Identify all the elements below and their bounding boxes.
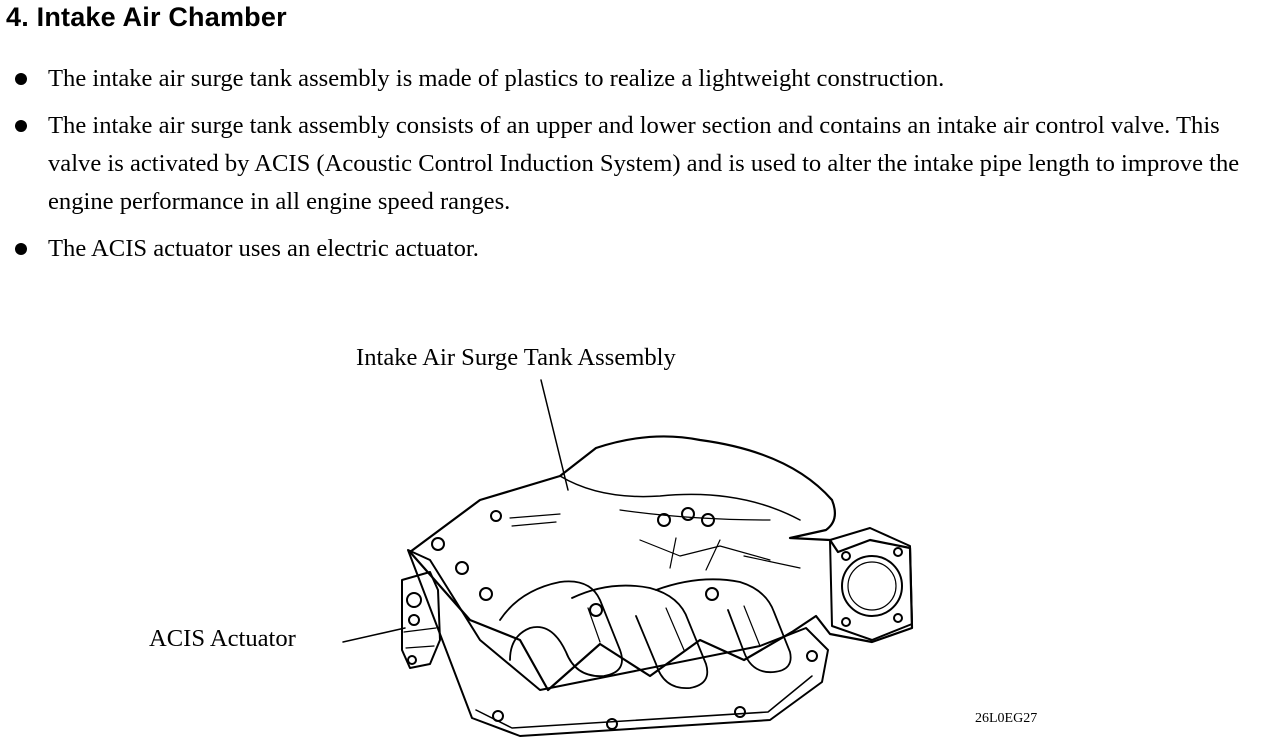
leader-line-actuator <box>343 628 405 642</box>
section-heading: 4. Intake Air Chamber <box>6 2 287 32</box>
callout-actuator-label: ACIS Actuator <box>149 625 296 652</box>
bullet-text: The ACIS actuator uses an electric actuator. <box>48 235 479 262</box>
bullet-text: The intake air surge tank assembly consists of an upper and lower section and contains an intake air control valve. This valve is activated by ACIS (Acoustic Control Induction System) and is used to alter the intake pipe length to improve the engine performance in all engine speed ranges. <box>48 112 1240 215</box>
callout-surge-tank-label: Intake Air Surge Tank Assembly <box>356 344 676 371</box>
bullet-text: The intake air surge tank assembly is made of plastics to realize a lightweight construction. <box>48 65 945 92</box>
figure-code: 26L0EG27 <box>975 711 1038 726</box>
